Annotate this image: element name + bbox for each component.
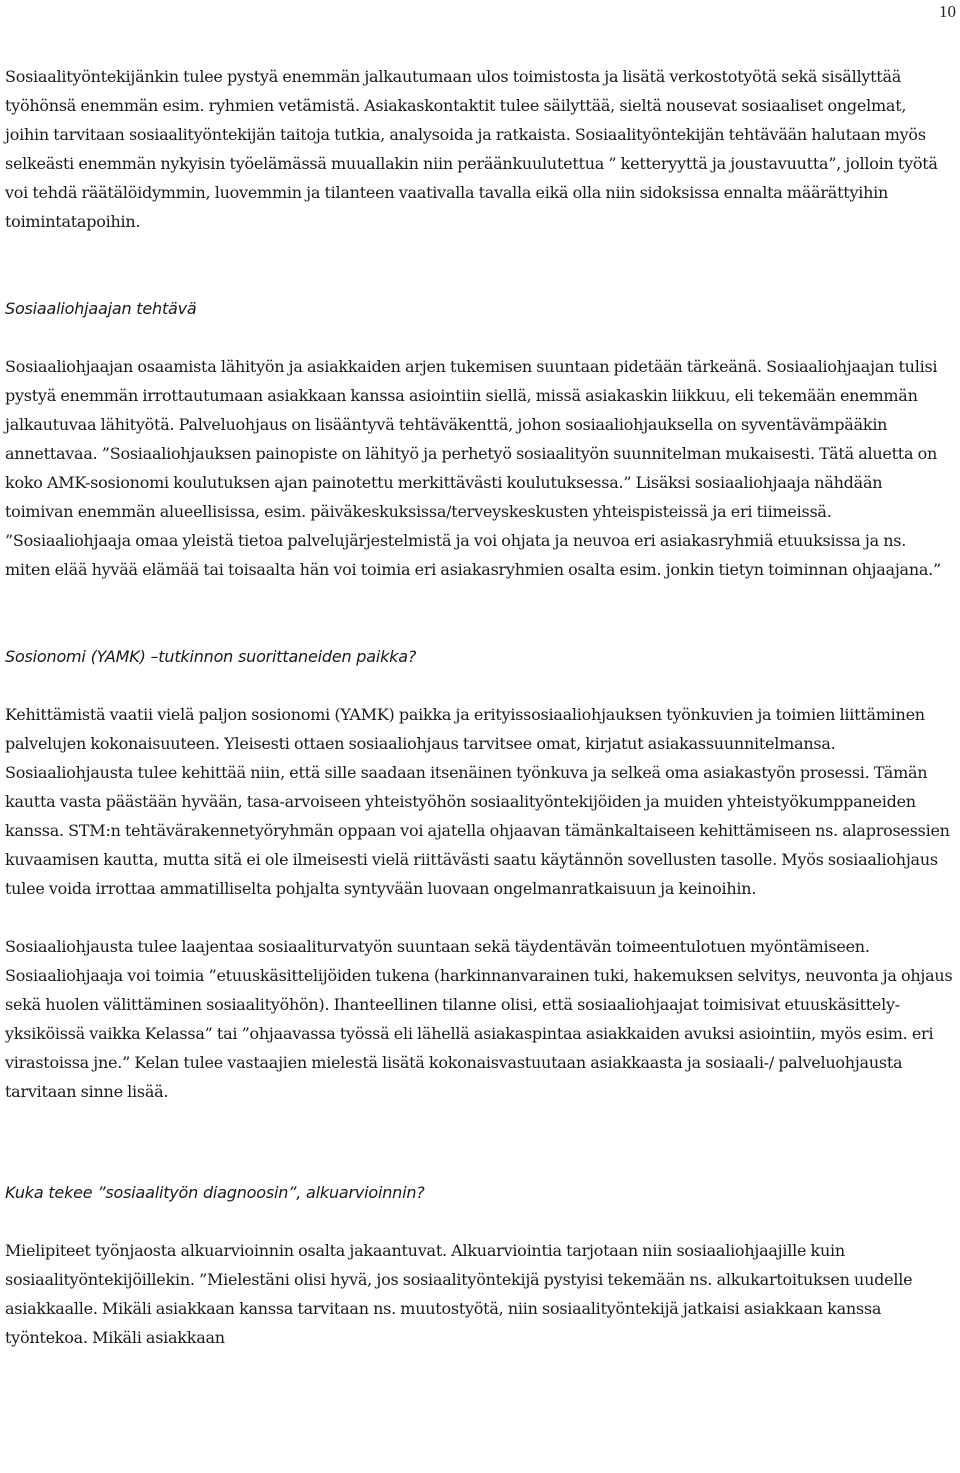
heading-yamk-place: Sosionomi (YAMK) –tutkinnon suorittaneiden paikka? <box>5 647 417 666</box>
paragraph-yamk-development: Kehittämistä vaatii vielä paljon sosionomi (YAMK) paikka ja erityissosiaaliohjauksen työnkuvien ja toimien liittäminen palvelujen kokonaisuuteen. Yleisesti ottaen sosiaaliohjaus tarvitsee omat, kirjatut asiakassuunnitelmansa. Sosiaaliohjausta tulee kehittää niin, että sille saadaan itsenäinen työnkuva ja selkeä oma asiakastyön prosessi. Tämän kautta vasta päästään hyvään, tasa-arvoiseen yhteistyöhön sosiaalityöntekijöiden ja muiden yhteistyökumppaneiden kanssa. STM:n tehtävärakennetyöryhmän oppaan voi ajatella ohjaavan tämänkaltaiseen kehittämiseen ns. alaprosessien kuvaamisen kautta, mutta sitä ei ole ilmeisesti vielä riittävästi saatu käytännön sovellusten tasolle. Myös sosiaaliohjaus tulee voida irrottaa ammatilliselta pohjalta syntyvään luovaan ongelmanratkaisuun ja keinoihin. <box>5 705 950 898</box>
paragraph-initial-assessment: Mielipiteet työnjaosta alkuarvioinnin osalta jakaantuvat. Alkuarviointia tarjotaan niin sosiaaliohjaajille kuin sosiaalityöntekijöillekin. ”Mielestäni olisi hyvä, jos sosiaalityöntekijä pystyisi tekemään ns. alkukartoituksen uudelle asiakkaalle. Mikäli asiakkaan kanssa tarvitaan ns. muutostyötä, niin sosiaalityöntekijä jatkaisi asiakkaan kanssa työntekoa. Mikäli asiakkaan <box>5 1241 913 1347</box>
heading-initial-assessment: Kuka tekee ”sosiaalityön diagnoosin”, alkuarvioinnin? <box>5 1183 425 1202</box>
paragraph-social-worker-outreach: Sosiaalityöntekijänkin tulee pystyä enemmän jalkautumaan ulos toimistosta ja lisätä verkostotyötä sekä sisällyttää työhönsä enemmän esim. ryhmien vetämistä. Asiakaskontaktit tulee säilyttää, sieltä nousevat sosiaaliset ongelmat, joihin tarvitaan sosiaalityöntekijän taitoja tutkia, analysoida ja ratkaista. Sosiaalityöntekijän tehtävään halutaan myös selkeästi enemmän nykyisin työelämässä muuallakin niin peräänkuulutettua ” ketteryyttä ja joustavuutta”, jolloin työtä voi tehdä räätälöidymmin, luovemmin ja tilanteen vaativalla tavalla eikä olla niin sidoksissa ennalta määrättyihin toimintatapoihin. <box>5 67 938 231</box>
document-body <box>5 62 953 1352</box>
page-number: 10 <box>939 2 956 21</box>
paragraph-social-instructor-task: Sosiaaliohjaajan osaamista lähityön ja asiakkaiden arjen tukemisen suuntaan pidetään tärkeänä. Sosiaaliohjaajan tulisi pystyä enemmän irrottautumaan asiakkaan kanssa asiointiin siellä, missä asiakaskin liikkuu, eli tekemään enemmän jalkautuvaa lähityötä. Palveluohjaus on lisääntyvä tehtäväkenttä, johon sosiaaliohjauksella on syventävämpääkin annettavaa. ”Sosiaaliohjauksen painopiste on lähityö ja perhetyö sosiaalityön suunnitelman mukaisesti. Tätä aluetta on koko AMK-sosionomi koulutuksen ajan painotettu merkittävästi koulutuksessa.” Lisäksi sosiaaliohjaaja nähdään toimivan enemmän alueellisissa, esim. päiväkeskuksissa/terveyskeskusten yhteispisteissä ja eri tiimeissä. ”Sosiaaliohjaaja omaa yleistä tietoa palvelujärjestelmistä ja voi ohjata ja neuvoa eri asiakasryhmiä etuuksissa ja ns. miten elää hyvää elämää tai toisaalta hän voi toimia eri asiakasryhmien osalta esim. jonkin tietyn toiminnan ohjaajana.” <box>5 357 941 579</box>
heading-social-instructor-task: Sosiaaliohjaajan tehtävä <box>5 299 197 318</box>
paragraph-social-security-work: Sosiaaliohjausta tulee laajentaa sosiaaliturvatyön suuntaan sekä täydentävän toimeentulotuen myöntämiseen. Sosiaaliohjaaja voi toimia ”etuuskäsittelijöiden tukena (harkinnanvarainen tuki, hakemuksen selvitys, neuvonta ja ohjaus sekä huolen välittäminen sosiaalityöhön). Ihanteellinen tilanne olisi, että sosiaaliohjaajat toimisivat etuuskäsittely-yksiköissä vaikka Kelassa” tai ”ohjaavassa työssä eli lähellä asiakaspintaa asiakkaiden avuksi asiointiin, myös esim. eri virastoissa jne.” Kelan tulee vastaajien mielestä lisätä kokonaisvastuutaan asiakkaasta ja sosiaali-/ palveluohjausta tarvitaan sinne lisää. <box>5 937 953 1101</box>
